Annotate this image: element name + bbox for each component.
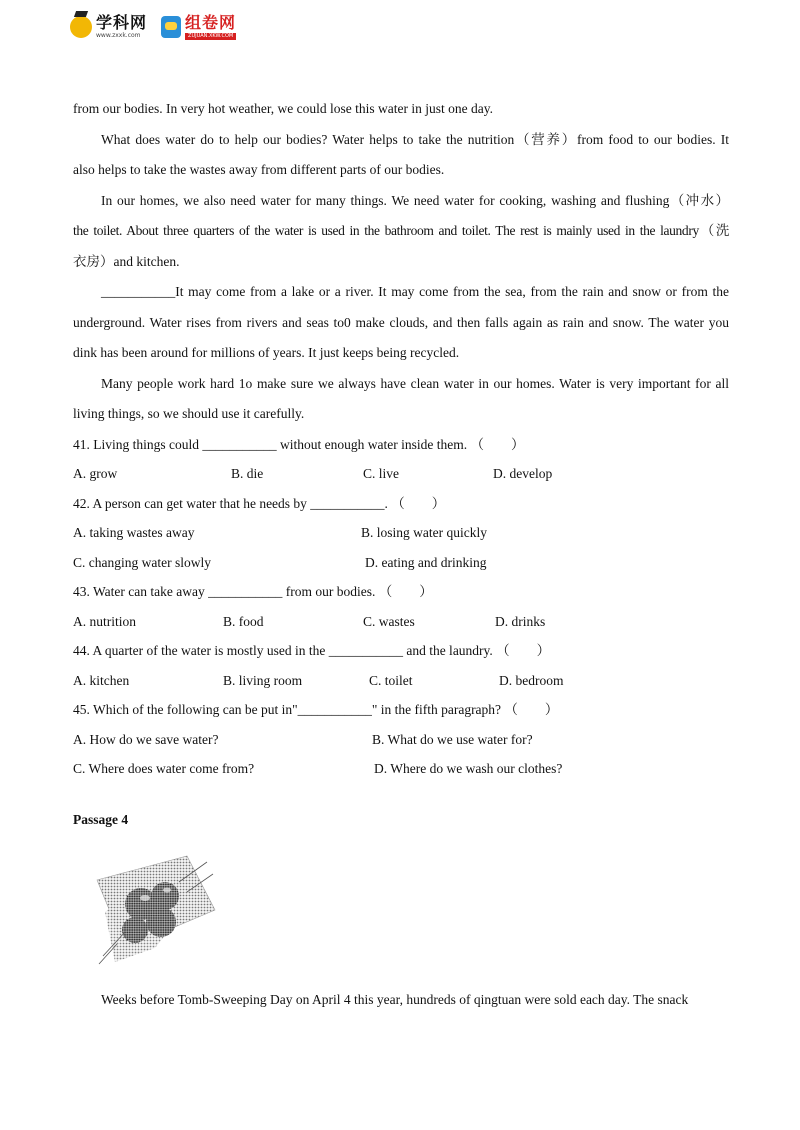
option-b[interactable]: B. die [231,466,264,481]
option-c[interactable]: C. changing water slowly [73,554,211,570]
logo2-sub: ZUJUAN.XKW.COM [185,33,236,40]
mascot-icon [161,16,181,38]
option-d[interactable]: D. Where do we wash our clothes? [374,761,563,776]
logo2-name: 组卷网 [185,12,237,32]
option-a[interactable]: A. kitchen [73,672,130,688]
question-stem: 41. Living things could ___________ without enough water inside them. （ ） [73,436,525,452]
question-stem: 45. Which of the following can be put in"___________" in the fifth paragraph? （ ） [73,702,559,717]
option-d[interactable]: D. bedroom [499,672,564,688]
option-c[interactable]: C. toilet [369,672,413,688]
question-options [73,459,729,489]
paragraph-line: Many people work hard 1o make sure we always have clean water in our homes. Water is very important for all [101,375,729,391]
logo1-url: www.zxxk.com [96,32,141,39]
passage-title: Passage 4 [73,812,129,827]
question-stem: 43. Water can take away ___________ from our bodies. （ ） [73,584,433,599]
question-options [73,518,729,548]
option-d[interactable]: D. eating and drinking [365,554,487,570]
question-stem: 44. A quarter of the water is mostly used in the ___________ and the laundry. （ ） [73,643,551,658]
option-a[interactable]: A. taking wastes away [73,525,195,540]
option-d[interactable]: D. drinks [495,613,546,629]
option-d[interactable]: D. develop [493,466,553,481]
qingtuan-photo [95,852,220,970]
question-options [73,548,729,578]
logo1-name: 学科网 [96,13,148,32]
paragraph-line: underground. Water rises from rivers and seas to0 make clouds, and then falls again as rain and snow. The water you [73,314,729,330]
question-options [73,666,729,696]
option-c[interactable]: C. wastes [363,613,415,629]
option-b[interactable]: B. losing water quickly [361,525,487,540]
passage-body [73,94,729,784]
paragraph-line: dink has been around for millions of years. It just keeps being recycled. [73,345,460,360]
paragraph-line: Weeks before Tomb-Sweeping Day on April 4 this year, hundreds of qingtuan were sold each day. The snack [101,992,689,1007]
option-b[interactable]: B. What do we use water for? [372,731,533,747]
paragraph-line: also helps to take the wastes away from different parts of our bodies. [73,162,445,177]
option-c[interactable]: C. live [363,466,399,481]
question-options [73,754,729,784]
paragraph-line: What does water do to help our bodies? Water helps to take the nutrition（营养）from food to our bodies. It [101,131,729,147]
question-options [73,607,729,637]
graduation-cap-icon [70,16,92,38]
question-stem: 42. A person can get water that he needs by ___________. （ ） [73,495,446,511]
option-a[interactable]: A. How do we save water? [73,731,219,747]
option-b[interactable]: B. living room [223,672,303,688]
option-c[interactable]: C. Where does water come from? [73,761,255,776]
paragraph-line: the toilet. About three quarters of the water is used in the bathroom and toilet. The rest is mainly used in the laundry（洗 [73,223,729,238]
page-header [70,10,236,44]
question-options [73,725,729,755]
paragraph-line: living things, so we should use it carefully. [73,406,305,421]
paragraph-line: In our homes, we also need water for many things. We need water for cooking, washing and flushing（冲水） [101,192,729,208]
paragraph-line: ___________It may come from a lake or a river. It may come from the sea, from the rain and snow or from the [101,284,729,299]
zujuanwang-logo [161,12,237,40]
xuekewang-logo [70,15,147,39]
paragraph-line: 衣房）and kitchen. [73,253,180,269]
option-a[interactable]: A. nutrition [73,613,136,629]
option-a[interactable]: A. grow [73,466,118,481]
paragraph-line: from our bodies. In very hot weather, we could lose this water in just one day. [73,101,493,116]
option-b[interactable]: B. food [223,613,264,629]
